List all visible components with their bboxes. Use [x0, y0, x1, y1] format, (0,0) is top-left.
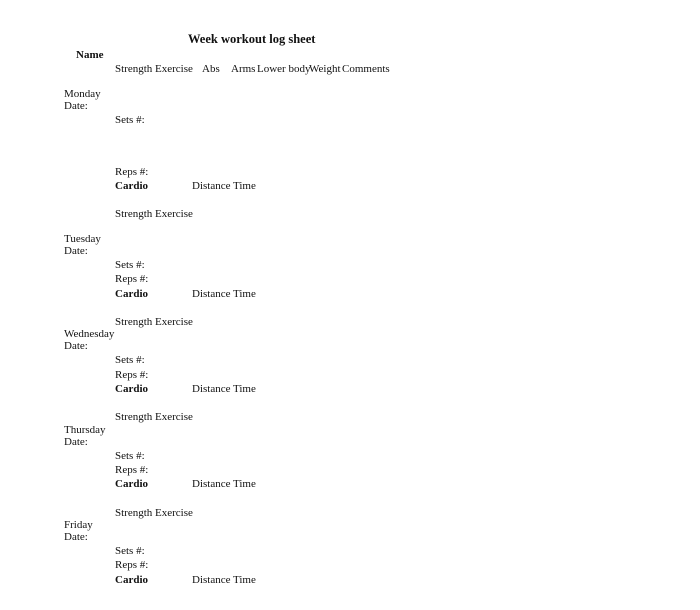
- reps-label: Reps #:: [115, 369, 149, 381]
- sets-label: Sets #:: [115, 354, 145, 366]
- distance-time-label: Distance Time: [192, 478, 256, 490]
- reps-label: Reps #:: [115, 559, 149, 571]
- cardio-label: Cardio: [115, 180, 148, 192]
- day-label-thursday: Thursday: [64, 424, 106, 436]
- reps-label: Reps #:: [115, 464, 149, 476]
- day-label-monday: Monday: [64, 88, 101, 100]
- sets-label: Sets #:: [115, 114, 145, 126]
- date-label: Date:: [64, 245, 88, 257]
- cardio-label: Cardio: [115, 478, 148, 490]
- distance-time-label: Distance Time: [192, 383, 256, 395]
- strength-exercise-label: Strength Exercise: [115, 507, 193, 519]
- reps-label: Reps #:: [115, 273, 149, 285]
- header-strength-exercise: Strength Exercise: [115, 63, 193, 75]
- distance-time-label: Distance Time: [192, 288, 256, 300]
- date-label: Date:: [64, 100, 88, 112]
- cardio-label: Cardio: [115, 288, 148, 300]
- sets-label: Sets #:: [115, 545, 145, 557]
- name-label: Name: [76, 49, 104, 61]
- cardio-label: Cardio: [115, 574, 148, 586]
- reps-label: Reps #:: [115, 166, 149, 178]
- strength-exercise-label: Strength Exercise: [115, 208, 193, 220]
- header-lower-body: Lower body: [257, 63, 311, 75]
- distance-time-label: Distance Time: [192, 180, 256, 192]
- day-label-friday: Friday: [64, 519, 93, 531]
- distance-time-label: Distance Time: [192, 574, 256, 586]
- sheet-title: Week workout log sheet: [188, 32, 316, 46]
- header-abs: Abs: [202, 63, 220, 75]
- header-weight: Weight: [309, 63, 341, 75]
- header-arms: Arms: [231, 63, 256, 75]
- date-label: Date:: [64, 340, 88, 352]
- day-label-tuesday: Tuesday: [64, 233, 101, 245]
- header-comments: Comments: [342, 63, 390, 75]
- strength-exercise-label: Strength Exercise: [115, 316, 193, 328]
- strength-exercise-label: Strength Exercise: [115, 411, 193, 423]
- date-label: Date:: [64, 531, 88, 543]
- day-label-wednesday: Wednesday: [64, 328, 115, 340]
- date-label: Date:: [64, 436, 88, 448]
- sets-label: Sets #:: [115, 259, 145, 271]
- cardio-label: Cardio: [115, 383, 148, 395]
- sets-label: Sets #:: [115, 450, 145, 462]
